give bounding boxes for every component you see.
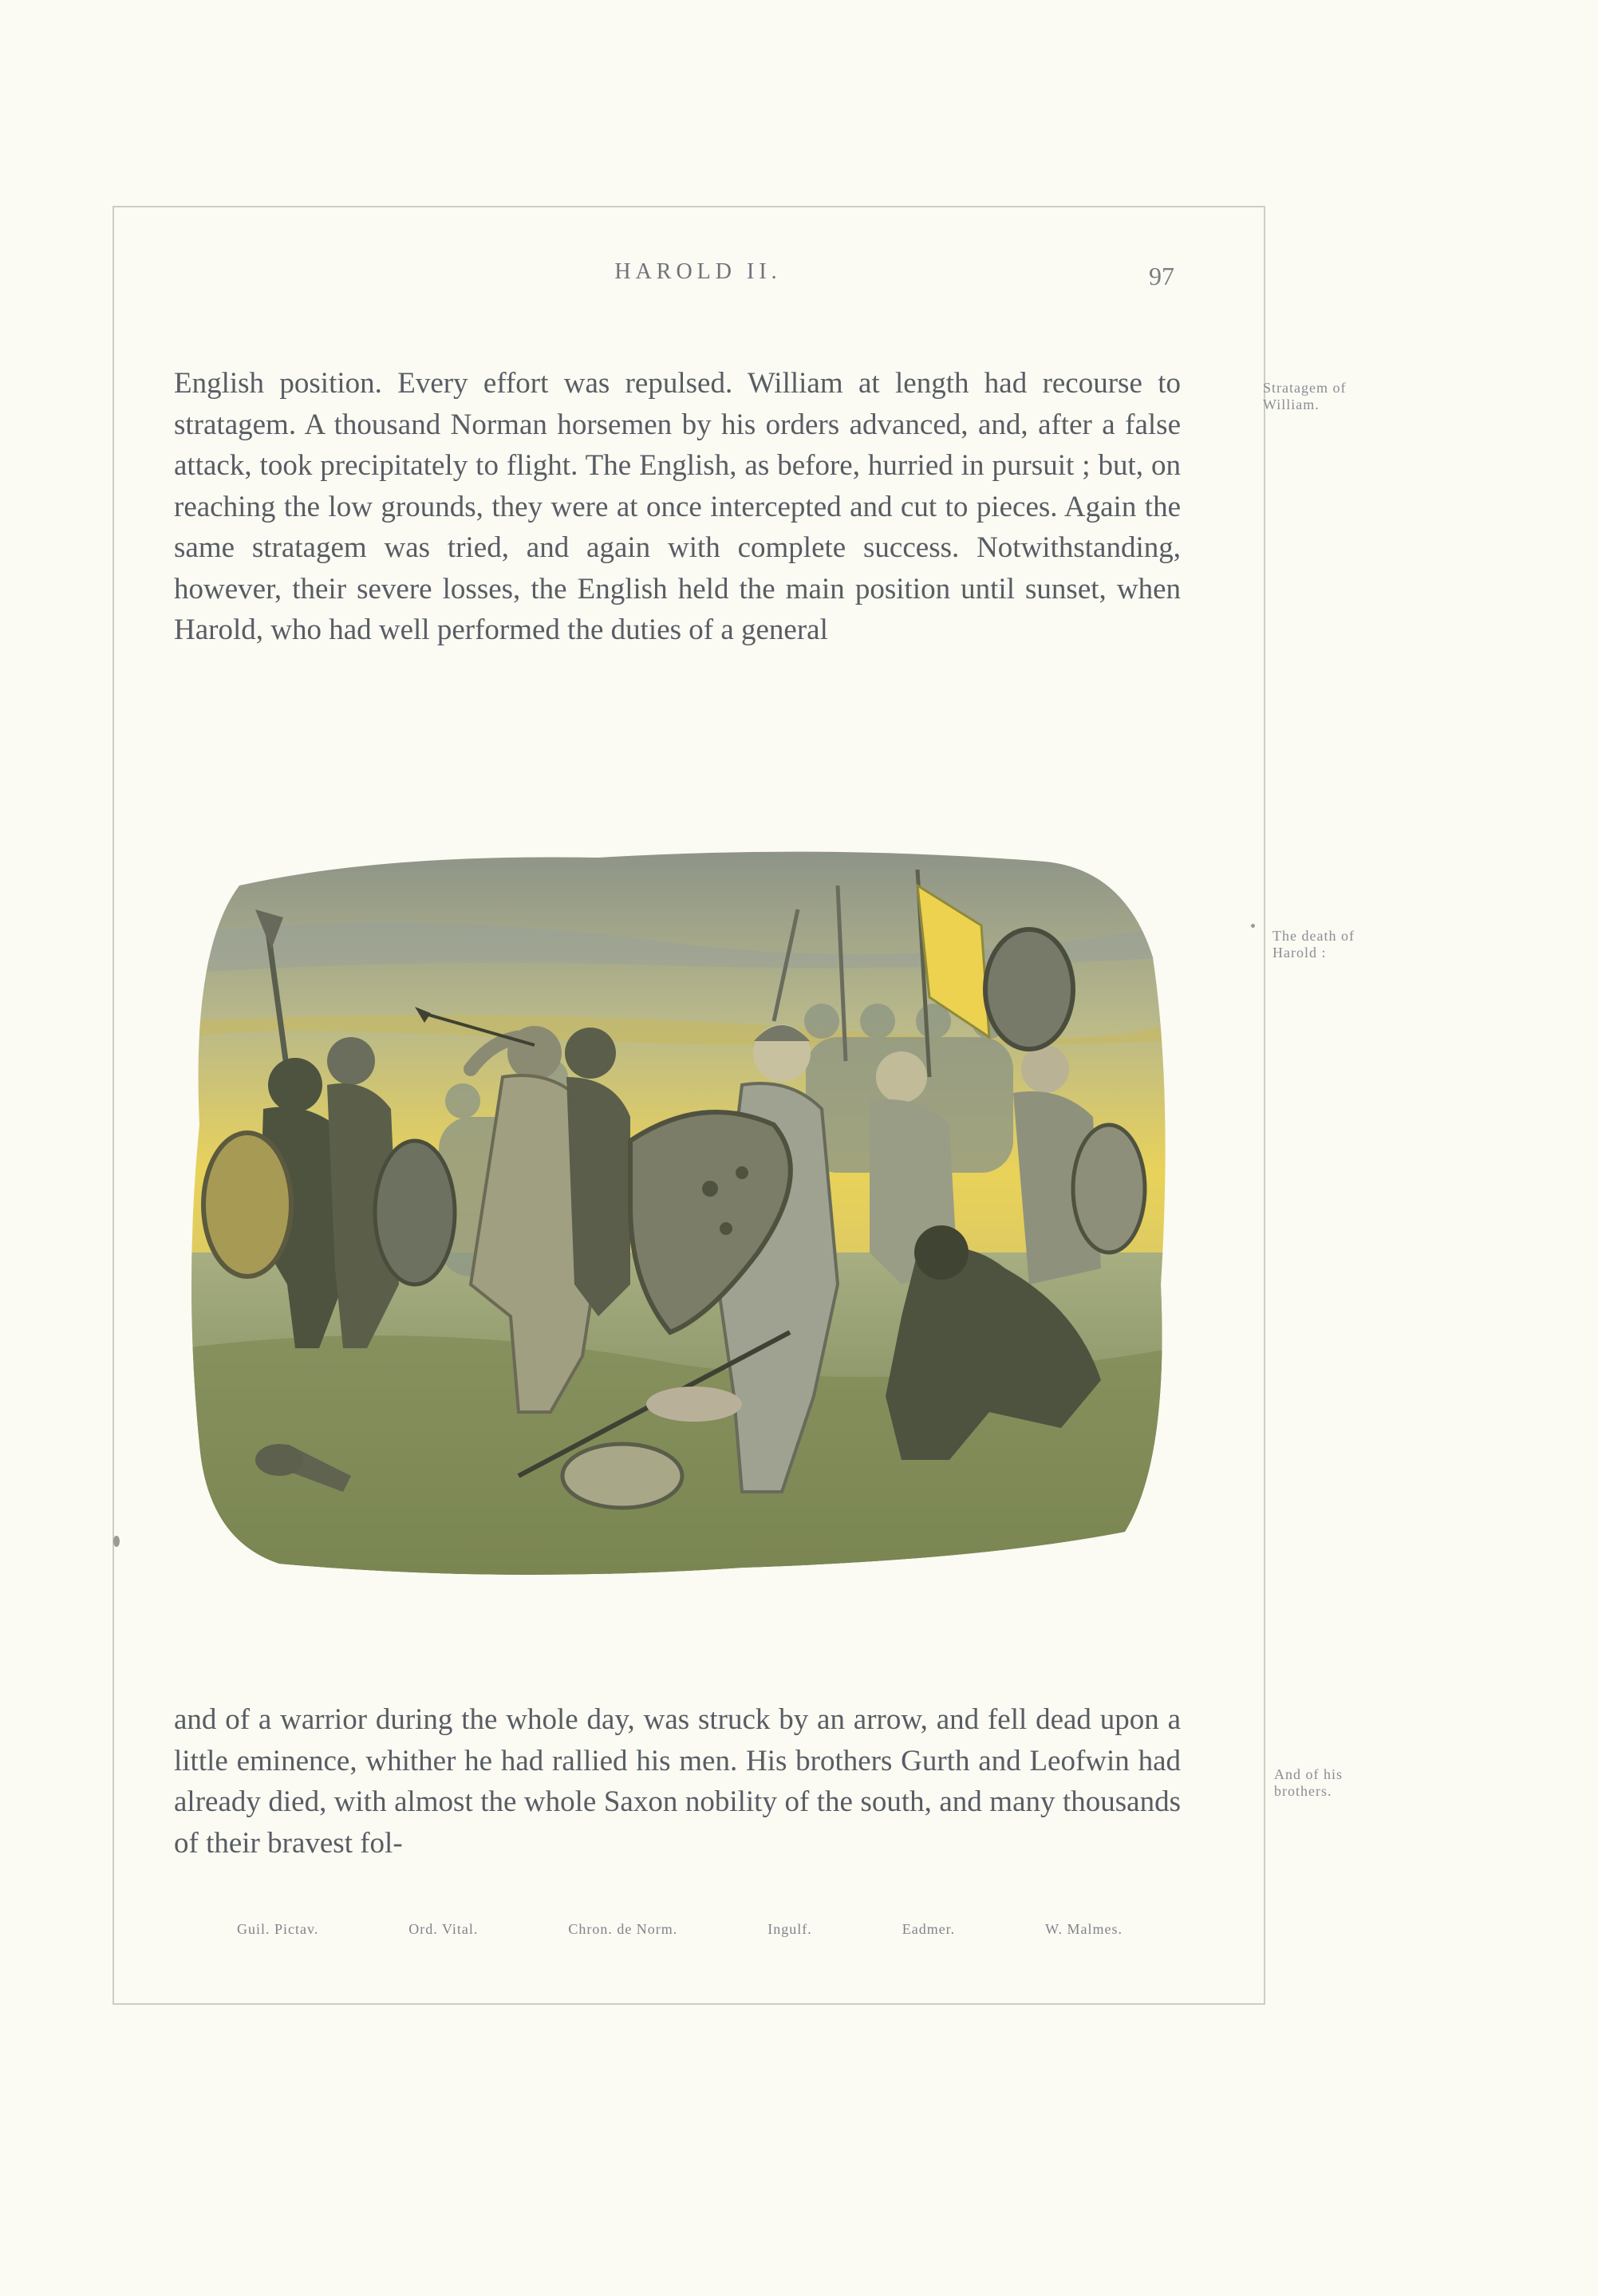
body-paragraph-bottom	[174, 1699, 1181, 1864]
sidenote-brothers: And of his brothers.	[1274, 1766, 1343, 1799]
paragraph-top-text: English position. Every effort was repulsed. William at length had recourse to stratagem. A thousand Norman horsemen by his orders advanced, and, after a false attack, took precipitately to flight. The English, as before, hurried in pursuit ; but, on reaching the low grounds, they were at once intercepted and cut to pieces. Again the same stratagem was tried, and again with complete success. Notwithstanding, however, their severe losses, the English held the main position until sunset, when Harold, who had well performed the duties of a general	[174, 367, 1181, 646]
reference-item: Guil. Pictav.	[237, 1921, 319, 1937]
body-paragraph-top	[174, 363, 1181, 651]
sidenote-death-of-harold: The death of Harold :	[1272, 928, 1355, 961]
page-number: 97	[1149, 262, 1174, 290]
battle-illustration	[183, 838, 1173, 1580]
running-title: HAROLD II.	[614, 259, 782, 284]
reference-item: Eadmer.	[902, 1921, 956, 1937]
reference-item: W. Malmes.	[1045, 1921, 1123, 1937]
paper-speck	[1251, 924, 1255, 928]
reference-item: Chron. de Norm.	[568, 1921, 678, 1937]
reference-item: Ingulf.	[767, 1921, 812, 1937]
reference-item: Ord. Vital.	[408, 1921, 479, 1937]
references-row	[237, 1921, 1123, 1938]
paper-speck	[113, 1536, 120, 1547]
sidenote-stratagem: Stratagem of William.	[1263, 380, 1347, 412]
paragraph-bottom-text: and of a warrior during the whole day, was struck by an arrow, and fell dead upon a little eminence, whither he had rallied his men. His brothers Gurth and Leofwin had already died, with almost the whole Saxon nobility of the south, and many thousands of their bravest fol-	[174, 1703, 1181, 1860]
